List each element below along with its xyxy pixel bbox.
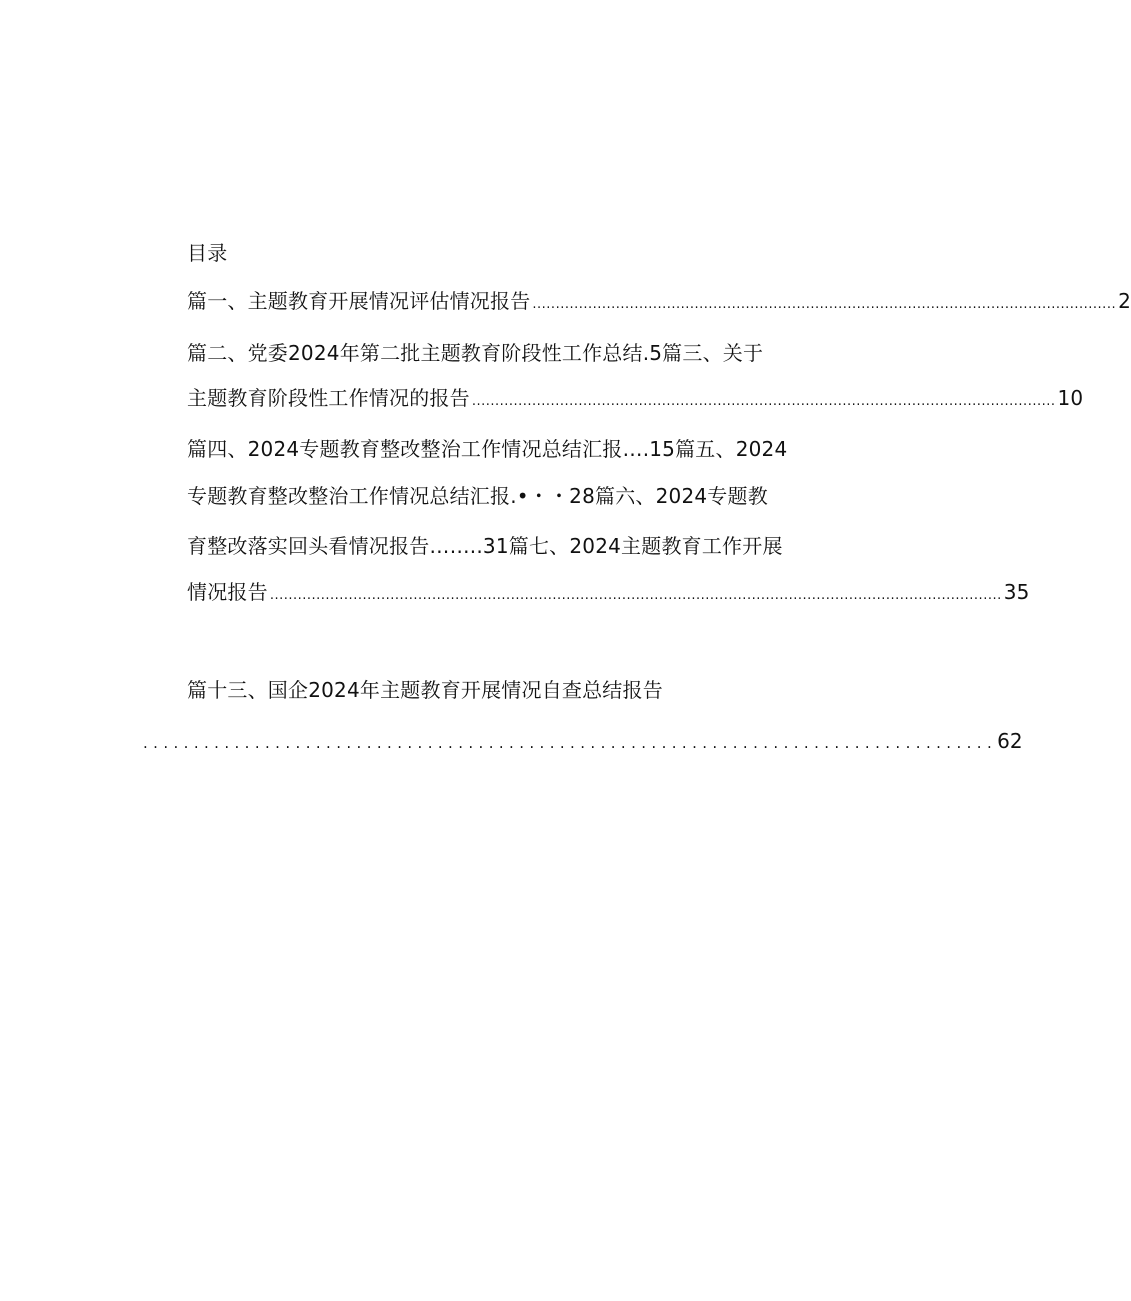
toc-page-number: 62 <box>997 729 1023 753</box>
toc-entry-2[interactable]: 篇二、党委2024年第二批主题教育阶段性工作总结.5篇三、关于 <box>187 341 764 365</box>
toc-entry-text: 主题教育阶段性工作情况的报告 <box>187 386 470 410</box>
toc-entry-7[interactable] <box>187 578 1030 610</box>
toc-entry-3[interactable] <box>187 384 1084 416</box>
toc-entry-text: 篇一、主题教育开展情况评估情况报告 <box>187 289 531 313</box>
dot-leader: .............................................................................................................................................................. <box>269 588 1002 603</box>
toc-entry-6[interactable]: 育整改落实回头看情况报告……..31篇七、2024主题教育工作开展 <box>187 534 783 558</box>
dot-leader: .............................................................................................................................. <box>532 297 1117 312</box>
toc-entry-5[interactable]: 专题教育整改整治工作情况总结汇报.•・・28篇六、2024专题教 <box>187 484 768 508</box>
toc-title: 目录 <box>187 241 228 265</box>
toc-entry-13[interactable]: 篇十三、国企2024年主题教育开展情况自查总结报告 <box>187 678 663 702</box>
dot-leader: .................................................................................... <box>143 734 998 752</box>
toc-page-number: 10 <box>1057 386 1084 410</box>
toc-page-number: 35 <box>1003 580 1030 604</box>
toc-entry-4[interactable]: 篇四、2024专题教育整改整治工作情况总结汇报….15篇五、2024 <box>187 437 788 461</box>
toc-entry-13-leader-row[interactable] <box>143 727 1023 757</box>
toc-entry-1[interactable] <box>187 287 1131 319</box>
toc-page-number: 2 <box>1118 289 1131 313</box>
dot-leader: .............................................................................................................................. <box>471 394 1056 409</box>
toc-entry-text: 情况报告 <box>187 580 268 604</box>
